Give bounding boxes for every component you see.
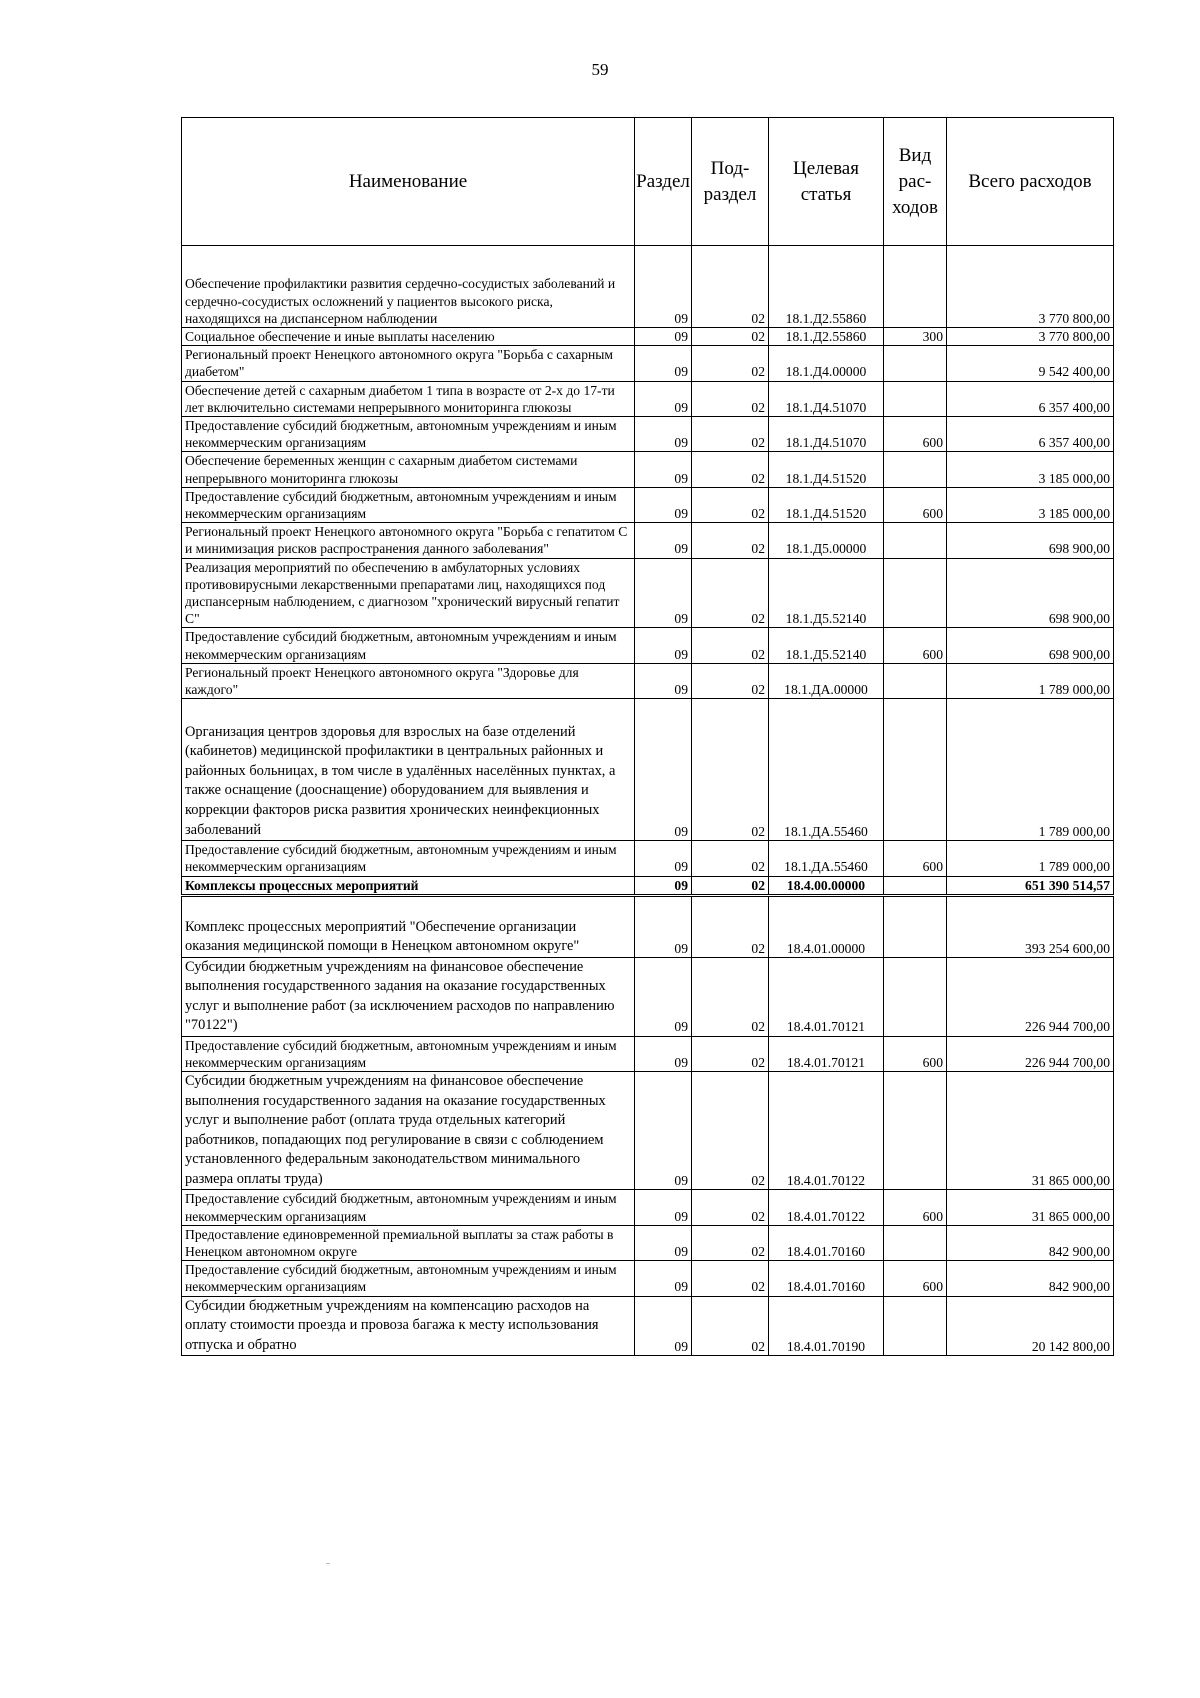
header-subsection bbox=[692, 118, 769, 246]
row-section: 09 bbox=[635, 487, 692, 522]
row-total: 31 865 000,00 bbox=[947, 1190, 1114, 1225]
row-kind bbox=[884, 1225, 947, 1260]
row-target: 18.4.01.70190 bbox=[769, 1296, 884, 1356]
row-kind: 600 bbox=[884, 628, 947, 663]
row-target: 18.4.00.00000 bbox=[769, 876, 884, 895]
table-row bbox=[182, 957, 1114, 1036]
header-kind-line: Вид bbox=[898, 144, 932, 166]
row-section: 09 bbox=[635, 346, 692, 381]
row-target: 18.4.01.70121 bbox=[769, 957, 884, 1036]
row-section: 09 bbox=[635, 452, 692, 487]
budget-table bbox=[181, 117, 1114, 1356]
row-target: 18.1.Д4.00000 bbox=[769, 346, 884, 381]
row-target: 18.1.ДА.00000 bbox=[769, 663, 884, 698]
row-subsection: 02 bbox=[692, 523, 769, 558]
row-name: Обеспечение беременных женщин с сахарным диабетом системами непрерывного мониторинга глюкозы bbox=[182, 452, 635, 487]
row-section: 09 bbox=[635, 1036, 692, 1071]
row-target: 18.1.ДА.55460 bbox=[769, 699, 884, 841]
row-section: 09 bbox=[635, 1296, 692, 1356]
row-target: 18.1.Д4.51070 bbox=[769, 417, 884, 452]
table-row bbox=[182, 663, 1114, 698]
row-subsection: 02 bbox=[692, 246, 769, 328]
row-subsection: 02 bbox=[692, 1036, 769, 1071]
row-name: Обеспечение профилактики развития сердечно-сосудистых заболеваний и сердечно-сосудистых осложнений у пациентов высокого риска, находящихся на диспансерном наблюдении bbox=[182, 246, 635, 328]
row-subsection: 02 bbox=[692, 452, 769, 487]
table-row bbox=[182, 1071, 1114, 1190]
row-kind bbox=[884, 1296, 947, 1356]
table-row-subtotal bbox=[182, 876, 1114, 895]
row-section: 09 bbox=[635, 1190, 692, 1225]
row-subsection: 02 bbox=[692, 895, 769, 957]
row-target: 18.1.Д5.00000 bbox=[769, 523, 884, 558]
row-subsection: 02 bbox=[692, 663, 769, 698]
row-total: 20 142 800,00 bbox=[947, 1296, 1114, 1356]
row-subsection: 02 bbox=[692, 1296, 769, 1356]
row-kind bbox=[884, 957, 947, 1036]
row-subsection: 02 bbox=[692, 417, 769, 452]
row-kind bbox=[884, 381, 947, 416]
table-row bbox=[182, 523, 1114, 558]
table-row bbox=[182, 417, 1114, 452]
row-name: Предоставление субсидий бюджетным, автономным учреждениям и иным некоммерческим организациям bbox=[182, 487, 635, 522]
row-total: 1 789 000,00 bbox=[947, 663, 1114, 698]
row-kind bbox=[884, 699, 947, 841]
row-total: 9 542 400,00 bbox=[947, 346, 1114, 381]
row-target: 18.1.Д4.51520 bbox=[769, 487, 884, 522]
table-row bbox=[182, 381, 1114, 416]
table-row bbox=[182, 246, 1114, 328]
row-kind: 300 bbox=[884, 328, 947, 346]
row-kind: 600 bbox=[884, 417, 947, 452]
row-target: 18.1.Д2.55860 bbox=[769, 246, 884, 328]
row-section: 09 bbox=[635, 1225, 692, 1260]
row-total: 6 357 400,00 bbox=[947, 417, 1114, 452]
row-kind: 600 bbox=[884, 841, 947, 876]
row-section: 09 bbox=[635, 895, 692, 957]
header-target bbox=[769, 118, 884, 246]
row-total: 842 900,00 bbox=[947, 1261, 1114, 1296]
row-section: 09 bbox=[635, 417, 692, 452]
row-total: 226 944 700,00 bbox=[947, 1036, 1114, 1071]
row-kind: 600 bbox=[884, 1261, 947, 1296]
table-row bbox=[182, 346, 1114, 381]
row-total: 698 900,00 bbox=[947, 558, 1114, 628]
header-row bbox=[182, 118, 1114, 246]
row-name: Региональный проект Ненецкого автономного округа "Борьба с гепатитом С и минимизация рисков распространения данного заболевания" bbox=[182, 523, 635, 558]
row-section: 09 bbox=[635, 876, 692, 895]
row-total: 6 357 400,00 bbox=[947, 381, 1114, 416]
row-section: 09 bbox=[635, 1071, 692, 1190]
row-kind bbox=[884, 346, 947, 381]
row-target: 18.4.01.70122 bbox=[769, 1190, 884, 1225]
header-target-line: статья bbox=[800, 183, 852, 205]
row-target: 18.4.01.70122 bbox=[769, 1071, 884, 1190]
row-target: 18.4.01.70160 bbox=[769, 1225, 884, 1260]
row-section: 09 bbox=[635, 1261, 692, 1296]
row-target: 18.1.Д5.52140 bbox=[769, 628, 884, 663]
row-kind bbox=[884, 558, 947, 628]
row-section: 09 bbox=[635, 558, 692, 628]
row-kind bbox=[884, 895, 947, 957]
row-subsection: 02 bbox=[692, 841, 769, 876]
row-subsection: 02 bbox=[692, 1190, 769, 1225]
row-section: 09 bbox=[635, 328, 692, 346]
table-row bbox=[182, 558, 1114, 628]
row-total: 226 944 700,00 bbox=[947, 957, 1114, 1036]
header-subsection-line: раздел bbox=[703, 183, 757, 205]
row-total: 3 185 000,00 bbox=[947, 452, 1114, 487]
row-kind bbox=[884, 663, 947, 698]
header-kind-line: рас- bbox=[898, 170, 932, 192]
header-kind bbox=[884, 118, 947, 246]
row-total: 3 770 800,00 bbox=[947, 246, 1114, 328]
row-section: 09 bbox=[635, 663, 692, 698]
row-section: 09 bbox=[635, 841, 692, 876]
row-name: Предоставление субсидий бюджетным, автономным учреждениям и иным некоммерческим организациям bbox=[182, 417, 635, 452]
row-kind bbox=[884, 452, 947, 487]
table-row bbox=[182, 452, 1114, 487]
row-kind: 600 bbox=[884, 487, 947, 522]
row-subsection: 02 bbox=[692, 381, 769, 416]
row-kind: 600 bbox=[884, 1036, 947, 1071]
table-row bbox=[182, 1296, 1114, 1356]
row-name: Реализация мероприятий по обеспечению в амбулаторных условиях противовирусными лекарственными препаратами лиц, находящихся под диспансерным наблюдением, с диагнозом "хронический вирусный гепатит С" bbox=[182, 558, 635, 628]
row-total: 698 900,00 bbox=[947, 523, 1114, 558]
table-row bbox=[182, 1261, 1114, 1296]
row-section: 09 bbox=[635, 699, 692, 841]
row-name: Предоставление субсидий бюджетным, автономным учреждениям и иным некоммерческим организациям bbox=[182, 628, 635, 663]
row-subsection: 02 bbox=[692, 558, 769, 628]
row-subsection: 02 bbox=[692, 487, 769, 522]
row-section: 09 bbox=[635, 523, 692, 558]
row-total: 842 900,00 bbox=[947, 1225, 1114, 1260]
page-number: 59 bbox=[591, 60, 609, 79]
row-target: 18.1.Д4.51070 bbox=[769, 381, 884, 416]
row-name: Субсидии бюджетным учреждениям на финансовое обеспечение выполнения государственного задания на оказание государственных услуг и выполнение работ (за исключением расходов по направлению "70122") bbox=[182, 957, 635, 1036]
row-name: Предоставление единовременной премиальной выплаты за стаж работы в Ненецком автономном округе bbox=[182, 1225, 635, 1260]
row-subsection: 02 bbox=[692, 1071, 769, 1190]
row-kind: 600 bbox=[884, 1190, 947, 1225]
header-total: Всего расходов bbox=[947, 118, 1114, 246]
row-name: Комплекс процессных мероприятий "Обеспечение организации оказания медицинской помощи в Ненецком автономном округе" bbox=[182, 895, 635, 957]
table-row bbox=[182, 841, 1114, 876]
row-subsection: 02 bbox=[692, 628, 769, 663]
row-name: Региональный проект Ненецкого автономного округа "Борьба с сахарным диабетом" bbox=[182, 346, 635, 381]
row-total: 31 865 000,00 bbox=[947, 1071, 1114, 1190]
header-target-line: Целевая bbox=[793, 157, 859, 179]
header-section: Раздел bbox=[635, 118, 692, 246]
row-kind bbox=[884, 523, 947, 558]
row-subsection: 02 bbox=[692, 1225, 769, 1260]
table-row bbox=[182, 895, 1114, 957]
header-name: Наименование bbox=[182, 118, 635, 246]
table-row bbox=[182, 487, 1114, 522]
row-total: 1 789 000,00 bbox=[947, 841, 1114, 876]
row-subsection: 02 bbox=[692, 699, 769, 841]
table-row bbox=[182, 699, 1114, 841]
row-subsection: 02 bbox=[692, 957, 769, 1036]
row-name: Субсидии бюджетным учреждениям на финансовое обеспечение выполнения государственного задания на оказание государственных услуг и выполнение работ (оплата труда отдельных категорий работников, попадающих под регулирование в связи с соблюдением установленного федеральным законодательством минимального размера оплаты труда) bbox=[182, 1071, 635, 1190]
row-target: 18.1.ДА.55460 bbox=[769, 841, 884, 876]
row-name: Региональный проект Ненецкого автономного округа "Здоровье для каждого" bbox=[182, 663, 635, 698]
row-total: 3 770 800,00 bbox=[947, 328, 1114, 346]
row-kind bbox=[884, 876, 947, 895]
row-kind bbox=[884, 246, 947, 328]
row-name: Социальное обеспечение и иные выплаты населению bbox=[182, 328, 635, 346]
row-target: 18.1.Д5.52140 bbox=[769, 558, 884, 628]
row-total: 698 900,00 bbox=[947, 628, 1114, 663]
row-section: 09 bbox=[635, 246, 692, 328]
row-name: Предоставление субсидий бюджетным, автономным учреждениям и иным некоммерческим организациям bbox=[182, 1261, 635, 1296]
scan-mark bbox=[326, 1563, 330, 1564]
row-name: Предоставление субсидий бюджетным, автономным учреждениям и иным некоммерческим организациям bbox=[182, 1190, 635, 1225]
row-total: 1 789 000,00 bbox=[947, 699, 1114, 841]
row-target: 18.1.Д4.51520 bbox=[769, 452, 884, 487]
row-total: 651 390 514,57 bbox=[947, 876, 1114, 895]
row-kind bbox=[884, 1071, 947, 1190]
table-row bbox=[182, 1036, 1114, 1071]
header-subsection-line: Под- bbox=[710, 157, 750, 179]
row-name: Комплексы процессных мероприятий bbox=[182, 876, 635, 895]
row-subsection: 02 bbox=[692, 346, 769, 381]
row-subsection: 02 bbox=[692, 1261, 769, 1296]
row-section: 09 bbox=[635, 957, 692, 1036]
row-subsection: 02 bbox=[692, 328, 769, 346]
row-section: 09 bbox=[635, 628, 692, 663]
row-target: 18.1.Д2.55860 bbox=[769, 328, 884, 346]
table-row bbox=[182, 328, 1114, 346]
row-name: Предоставление субсидий бюджетным, автономным учреждениям и иным некоммерческим организациям bbox=[182, 1036, 635, 1071]
row-name: Субсидии бюджетным учреждениям на компенсацию расходов на оплату стоимости проезда и провоза багажа к месту использования отпуска и обратно bbox=[182, 1296, 635, 1356]
row-subsection: 02 bbox=[692, 876, 769, 895]
row-target: 18.4.01.70160 bbox=[769, 1261, 884, 1296]
table-row bbox=[182, 1190, 1114, 1225]
table-row bbox=[182, 1225, 1114, 1260]
row-total: 3 185 000,00 bbox=[947, 487, 1114, 522]
row-total: 393 254 600,00 bbox=[947, 895, 1114, 957]
row-target: 18.4.01.70121 bbox=[769, 1036, 884, 1071]
header-kind-line: ходов bbox=[892, 196, 938, 218]
row-section: 09 bbox=[635, 381, 692, 416]
row-target: 18.4.01.00000 bbox=[769, 895, 884, 957]
row-name: Организация центров здоровья для взрослых на базе отделений (кабинетов) медицинской профилактики в центральных районных и районных больницах, в том числе в удалённых населённых пунктах, а также оснащение (дооснащение) оборудованием для выявления и коррекции факторов риска развития хронических неинфекционных заболеваний bbox=[182, 699, 635, 841]
table-row bbox=[182, 628, 1114, 663]
row-name: Обеспечение детей с сахарным диабетом 1 типа в возрасте от 2-х до 17-ти лет включительно системами непрерывного мониторинга глюкозы bbox=[182, 381, 635, 416]
row-name: Предоставление субсидий бюджетным, автономным учреждениям и иным некоммерческим организациям bbox=[182, 841, 635, 876]
